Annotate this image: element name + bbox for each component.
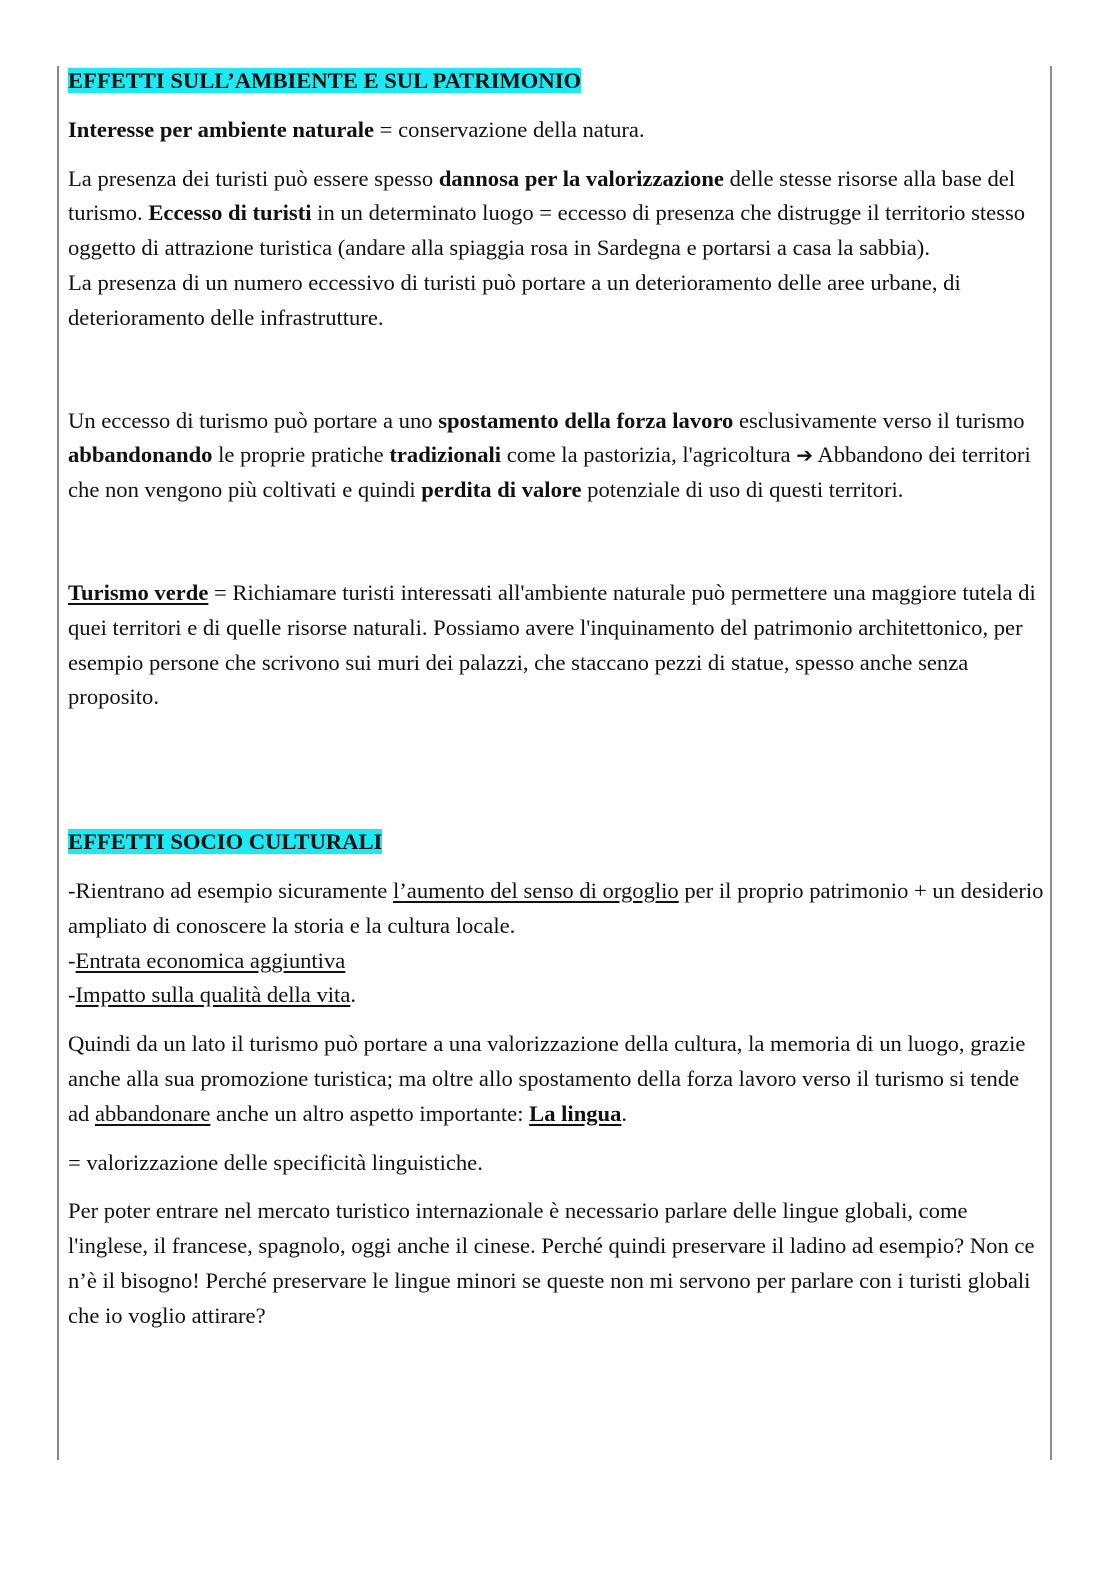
underlined-text: l’aumento del senso di orgoglio xyxy=(392,877,679,903)
text: Quindi da un lato il turismo può portare a una valorizzazione della cultura, la memoria di un luogo, grazie anche alla sua promozione turistica; ma oltre allo spostamento della forza lavoro verso il turismo si tende ad xyxy=(68,1031,1026,1126)
text: La presenza dei turisti può essere spesso xyxy=(68,165,439,191)
spacer xyxy=(68,729,1046,825)
spacer xyxy=(68,350,1046,404)
text: = conservazione della natura. xyxy=(374,116,645,142)
bold-underlined-text: La lingua xyxy=(529,1100,622,1126)
text: Abbandono dei territori che non vengono più coltivati e quindi xyxy=(68,442,1031,503)
bold-text: Interesse per ambiente naturale xyxy=(68,116,375,142)
text: le proprie pratiche xyxy=(212,442,390,468)
section-heading-socio-culturali xyxy=(68,825,1046,860)
heading-highlight: EFFETTI SULL’AMBIENTE E SUL PATRIMONIO xyxy=(68,68,582,93)
text: delle stesse risorse alla base del turismo. xyxy=(68,165,1016,226)
text: La presenza di un numero eccessivo di turisti può portare a un deterioramento delle aree urbane, di deterioramento delle infrastrutture. xyxy=(68,269,961,330)
text: = valorizzazione delle specificità linguistiche. xyxy=(68,1149,483,1175)
underlined-text: Entrata economica aggiuntiva xyxy=(75,947,346,973)
paragraph-eccesso-turismo xyxy=(68,404,1046,508)
paragraph-rientrano xyxy=(68,874,1046,1013)
text: come la pastorizia, l'agricoltura xyxy=(501,442,797,468)
right-margin-rule xyxy=(1050,66,1052,1460)
text: -Rientrano ad esempio sicuramente xyxy=(68,877,393,903)
paragraph-valorizzazione-cultura xyxy=(68,1027,1046,1131)
section-heading-ambiente xyxy=(68,64,1046,99)
spacer xyxy=(68,522,1046,576)
bold-underlined-text: Turismo verde xyxy=(68,579,209,605)
paragraph-turismo-verde xyxy=(68,576,1046,715)
bold-text: tradizionali xyxy=(389,442,502,468)
text: potenziale di uso di questi territori. xyxy=(581,477,904,503)
text: Per poter entrare nel mercato turistico internazionale è necessario parlare delle lingue globali, come l'inglese, il francese, spagnolo, oggi anche il cinese. Perché quindi preservare il ladino ad esempio? Non ce n’è il bisogno! Perché preservare le lingue minori se queste non mi servono per parlare con i turisti globali che io voglio attirare? xyxy=(68,1198,1035,1328)
bold-text: abbandonando xyxy=(68,442,213,468)
text: anche un altro aspetto importante: xyxy=(210,1100,530,1126)
text: esclusivamente verso il turismo xyxy=(733,407,1025,433)
text: . xyxy=(621,1100,628,1126)
text: per il proprio patrimonio + un desiderio ampliato di conoscere la storia e la cultura locale. xyxy=(68,877,1044,938)
bold-text: Eccesso di turisti xyxy=(148,200,312,226)
left-margin-rule xyxy=(57,66,59,1460)
underlined-text: Impatto sulla qualità della vita xyxy=(75,982,351,1008)
text: Un eccesso di turismo può portare a uno xyxy=(68,407,439,433)
text: = Richiamare turisti interessati all'ambiente naturale può permettere una maggiore tutela di quei territori e di quelle risorse naturali. Possiamo avere l'inquinamento del patrimonio architettonico, per esempio persone che scrivono sui muri dei palazzi, che staccano pezzi di statue, spesso anche senza proposito. xyxy=(68,579,1036,710)
underlined-text: abbandonare xyxy=(94,1100,211,1126)
heading-highlight: EFFETTI SOCIO CULTURALI xyxy=(68,829,383,855)
text: - xyxy=(68,982,76,1008)
text: - xyxy=(68,947,76,973)
paragraph-mercato-turistico xyxy=(68,1194,1046,1333)
paragraph-presenza-turisti xyxy=(68,162,1046,336)
bold-text: perdita di valore xyxy=(421,477,582,503)
bold-text: dannosa per la valorizzazione xyxy=(438,165,724,191)
document-body xyxy=(68,64,1046,1348)
text: . xyxy=(350,982,356,1008)
bold-text: spostamento della forza lavoro xyxy=(438,407,734,433)
paragraph-interesse xyxy=(68,113,1046,148)
arrow-right-icon: ➔ xyxy=(796,443,813,468)
paragraph-specificita-linguistiche xyxy=(68,1146,1046,1181)
text: in un determinato luogo = eccesso di presenza che distrugge il territorio stesso oggetto di attrazione turistica (andare alla spiaggia rosa in Sardegna e portarsi a casa la sabbia). xyxy=(68,200,1026,261)
